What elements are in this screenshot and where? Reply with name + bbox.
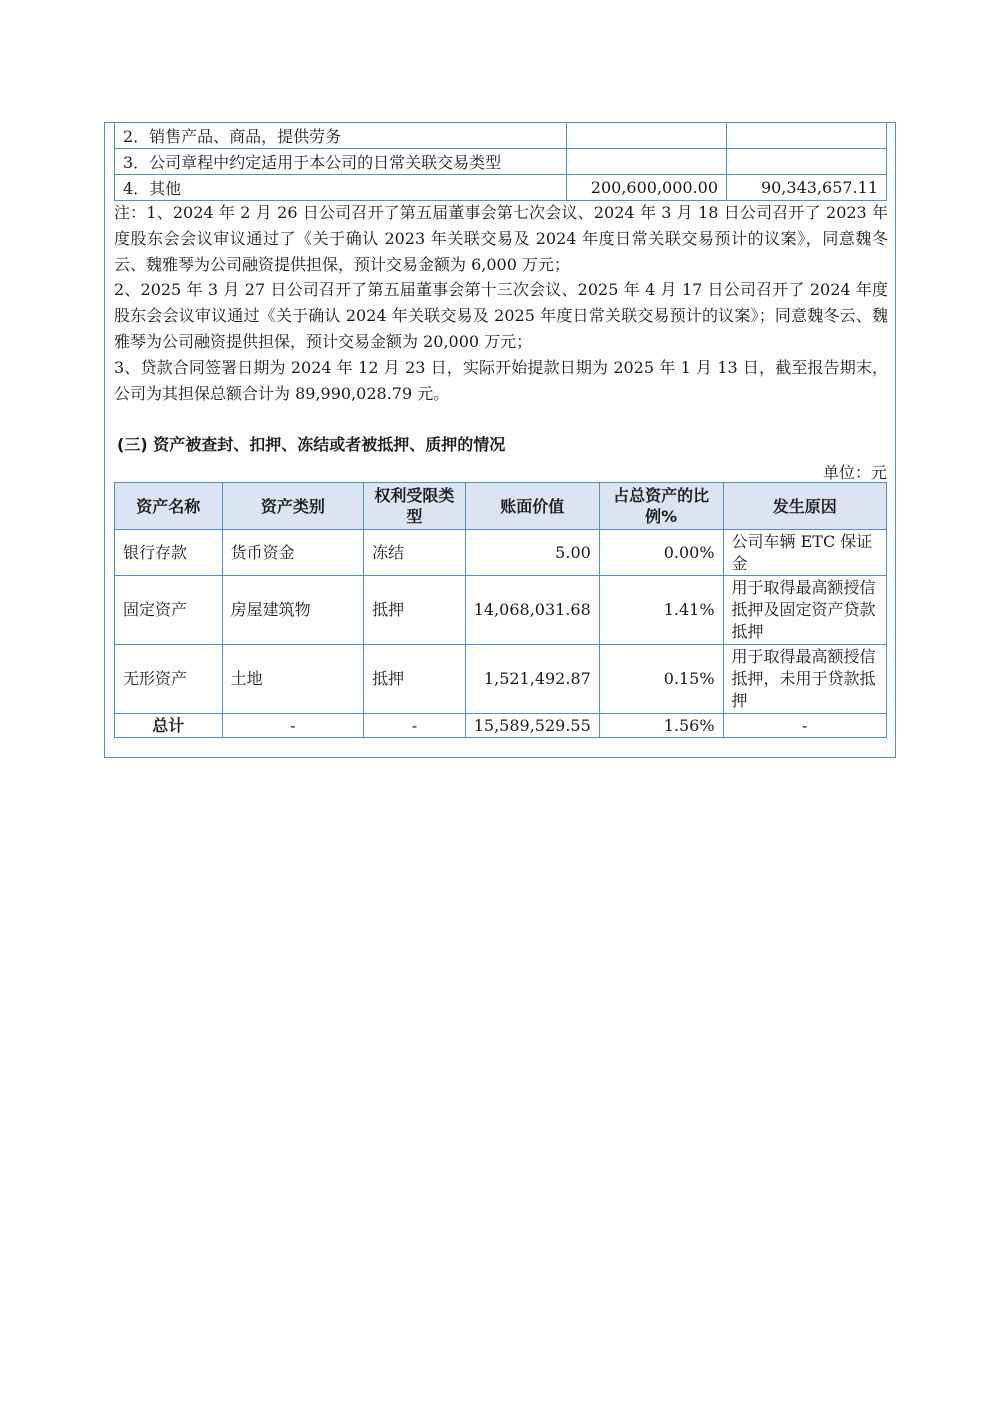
header-asset-name: 资产名称 [115,483,223,530]
restricted-assets-table [114,482,887,738]
asset-name: 银行存款 [115,530,223,576]
table-row [115,576,887,645]
note-paragraph: 3、贷款合同签署日期为 2024 年 12 月 23 日，实际开始提款日期为 2025 年 1 月 13 日，截至报告期末，公司为其担保总额合计为 89,990,028.79 元。 [114,357,888,403]
header-restriction-type: 权利受限类型 [364,483,466,530]
total-ratio: 1.56% [599,714,723,738]
expected-amount [567,149,727,175]
table-row [115,149,887,175]
table-row [115,645,887,714]
ratio: 0.00% [599,530,723,576]
row-label: 2．销售产品、商品，提供劳务 [115,123,567,149]
notes-block [114,200,888,406]
asset-category: 货币资金 [222,530,363,576]
total-restriction-type: - [364,714,466,738]
total-reason: - [723,714,886,738]
table-header-row [115,483,887,530]
book-value: 1,521,492.87 [465,645,599,714]
section-title: (三) 资产被查封、扣押、冻结或者被抵押、质押的情况 [117,435,506,454]
header-ratio: 占总资产的比例% [599,483,723,530]
asset-name: 固定资产 [115,576,223,645]
actual-amount [727,149,887,175]
expected-amount: 200,600,000.00 [567,175,727,201]
restriction-type: 抵押 [364,645,466,714]
row-label: 4．其他 [115,175,567,201]
total-label: 总计 [115,714,223,738]
note-paragraph: 2、2025 年 3 月 27 日公司召开了第五届董事会第十三次会议、2025 年 4 月 17 日公司召开了 2024 年度股东会会议审议通过《关于确认 2024 年关联交易及 2025 年度日常关联交易预计的议案》；同意魏冬云、魏雅琴为公司融资提供担保，预计交易金额为 20,000 万元； [114,280,888,351]
asset-category: 土地 [222,645,363,714]
table-row [115,123,887,149]
note-paragraph: 注：1、2024 年 2 月 26 日公司召开了第五届董事会第七次会议、2024 年 3 月 18 日公司召开了 2023 年度股东会会议审议通过了《关于确认 2023 年关联交易及 2024 年度日常关联交易预计的议案》，同意魏冬云、魏雅琴为公司融资提供担保，预计交易金额为 6,000 万元； [114,203,888,274]
restriction-type: 抵押 [364,576,466,645]
table-row [115,530,887,576]
header-asset-category: 资产类别 [222,483,363,530]
restriction-type: 冻结 [364,530,466,576]
table-row [115,175,887,201]
row-label: 3．公司章程中约定适用于本公司的日常关联交易类型 [115,149,567,175]
header-reason: 发生原因 [723,483,886,530]
book-value: 5.00 [465,530,599,576]
ratio: 1.41% [599,576,723,645]
total-book-value: 15,589,529.55 [465,714,599,738]
reason: 用于取得最高额授信抵押，未用于贷款抵押 [723,645,886,714]
unit-label: 单位：元 [822,463,887,482]
asset-category: 房屋建筑物 [222,576,363,645]
related-transaction-table [114,122,887,201]
total-category: - [222,714,363,738]
actual-amount: 90,343,657.11 [727,175,887,201]
asset-name: 无形资产 [115,645,223,714]
book-value: 14,068,031.68 [465,576,599,645]
actual-amount [727,123,887,149]
ratio: 0.15% [599,645,723,714]
expected-amount [567,123,727,149]
reason: 公司车辆 ETC 保证金 [723,530,886,576]
reason: 用于取得最高额授信抵押及固定资产贷款抵押 [723,576,886,645]
total-row [115,714,887,738]
header-book-value: 账面价值 [465,483,599,530]
